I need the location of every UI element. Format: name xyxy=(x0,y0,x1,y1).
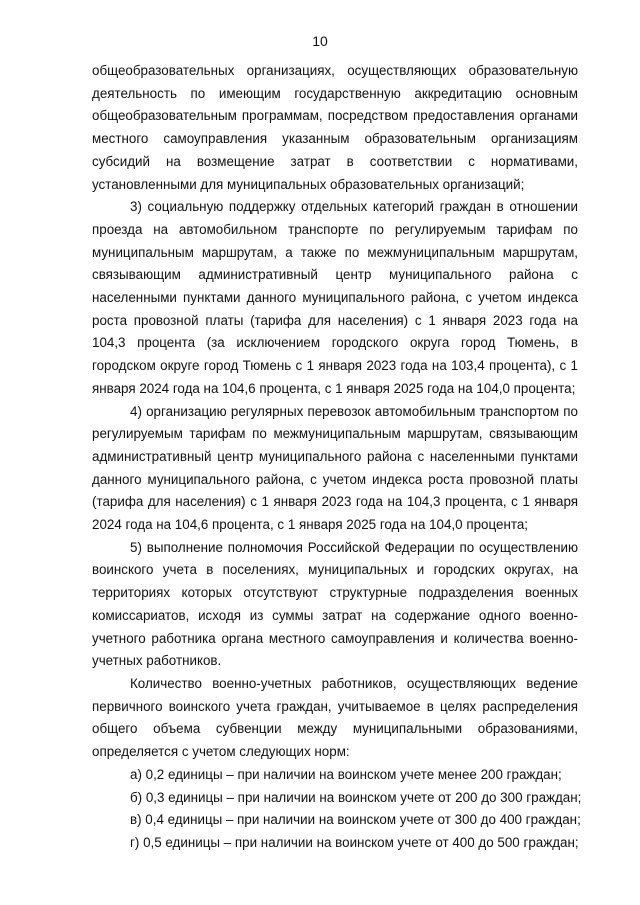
page-number: 10 xyxy=(312,33,328,49)
norm-item-c: в) 0,4 единицы – при наличии на воинском учете от 300 до 400 граждан; xyxy=(130,812,581,828)
paragraph-item-5: 5) выполнение полномочия Российской Федерации по осуществлению воинского учета в поселениях, муниципальных и городских округах, на территориях которых отсутствуют структурные подразделения военных комиссариатов, исходя из суммы затрат на содержание одного военно-учетного работника органа местного самоуправления и количества военно-учетных работников. xyxy=(92,539,578,669)
norm-item-b: б) 0,3 единицы – при наличии на воинском учете от 200 до 300 граждан; xyxy=(130,789,582,805)
paragraph-item-4: 4) организацию регулярных перевозок автомобильным транспортом по регулируемым тарифам по межмуниципальным маршрутам, связывающим административный центр муниципального района с населенными пунктами данного муниципального района, с учетом индекса роста провозной платы (тарифа для населения) с 1 января 2023 года на 104,3 процента, с 1 января 2024 года на 104,6 процента, с 1 января 2025 года на 104,0 процента; xyxy=(92,403,578,533)
norm-item-d: г) 0,5 единицы – при наличии на воинском учете от 400 до 500 граждан; xyxy=(130,834,579,850)
paragraph-continuation: общеобразовательных организациях, осуществляющих образовательную деятельность по имеющим государственную аккредитацию основным общеобразовательным программам, посредством предоставления органами местного самоуправления указанным образовательным организациям субсидий на возмещение затрат в соответствии с нормативами, установленными для муниципальных образовательных организаций; xyxy=(92,63,578,192)
norm-item-a: а) 0,2 единицы – при наличии на воинском учете менее 200 граждан; xyxy=(130,766,562,782)
document-body xyxy=(92,60,582,855)
paragraph-item-3: 3) социальную поддержку отдельных категорий граждан в отношении проезда на автомобильном транспорте по регулируемым тарифам по муниципальным маршрутам, а также по межмуниципальным маршрутам, связывающим административный центр муниципального района с населенными пунктами данного муниципального района, с учетом индекса роста провозной платы (тарифа для населения) с 1 января 2023 года на 104,3 процента (за исключением городского округа город Тюмень, в городском округе город Тюмень с 1 января 2023 года на 103,4 процента), с 1 января 2024 года на 104,6 процента, с 1 января 2025 года на 104,0 процента; xyxy=(92,199,578,396)
paragraph-norms-intro: Количество военно-учетных работников, осуществляющих ведение первичного воинского учета граждан, учитываемое в целях распределения общего объема субвенции между муниципальными образованиями, определяется с учетом следующих норм: xyxy=(92,675,578,760)
